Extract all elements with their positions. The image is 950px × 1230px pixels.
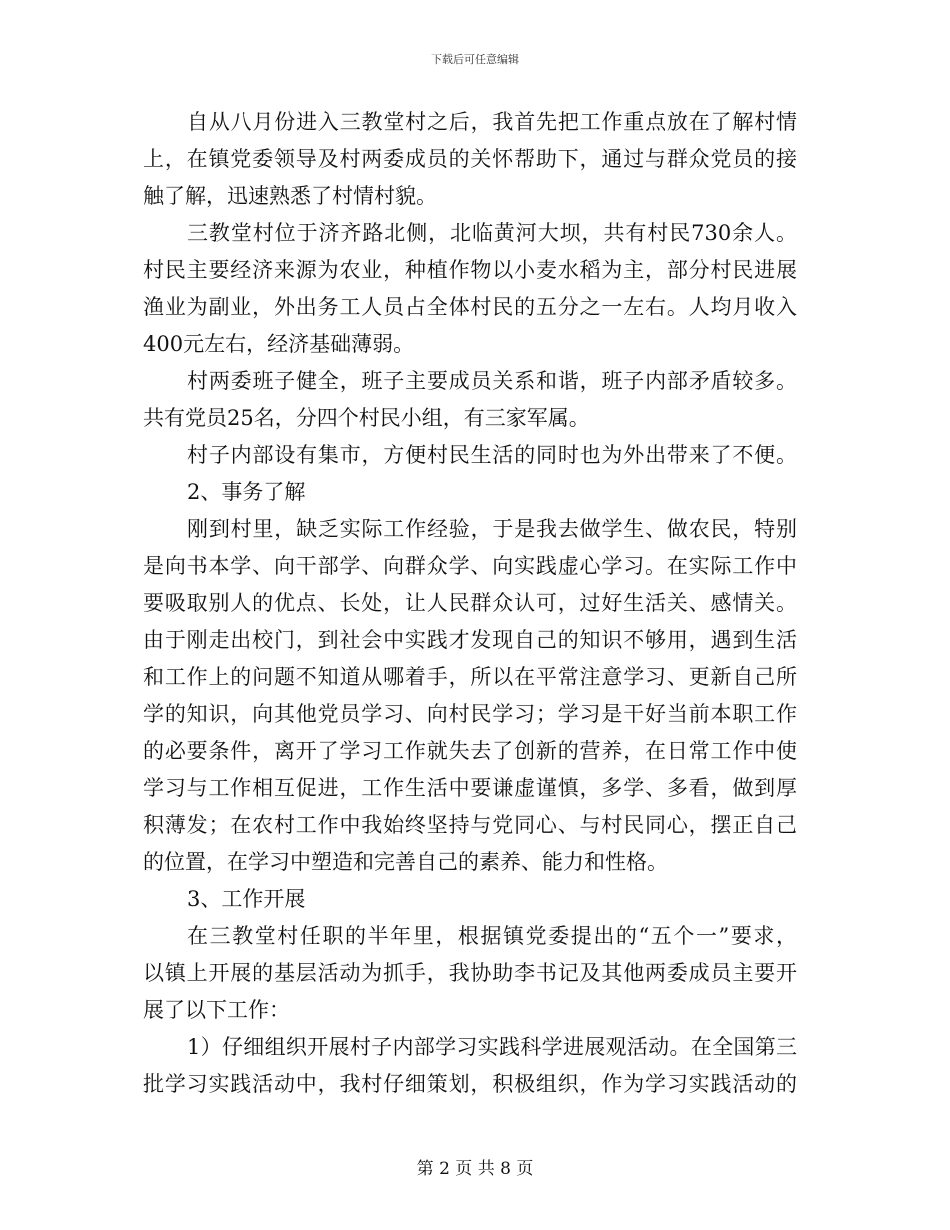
text-line: 是向书本学、向干部学、向群众学、向实践虚心学习。在实际工作中 [143, 554, 797, 578]
text-line: 的位置，在学习中塑造和完善自己的素养、能力和性格。 [143, 850, 668, 874]
text-line: 学的知识，向其他党员学习、向村民学习；学习是干好当前本职工作 [143, 702, 797, 726]
document-body [143, 104, 797, 1103]
text-line: 渔业为副业，外出务工人员占全体村民的五分之一左右。人均月收入 [143, 295, 797, 319]
text-line: 以镇上开展的基层活动为抓手，我协助李书记及其他两委成员主要开 [143, 961, 797, 985]
text-line: 三教堂村位于济齐路北侧，北临黄河大坝，共有村民730余人。 [187, 221, 797, 245]
text-line: 共有党员25名，分四个村民小组，有三家军属。 [143, 406, 590, 430]
text-line: 刚到村里，缺乏实际工作经验，于是我去做学生、做农民，特别 [187, 517, 797, 541]
text-line: 和工作上的问题不知道从哪着手，所以在平常注意学习、更新自己所 [143, 665, 797, 689]
text-line: 积薄发；在农村工作中我始终坚持与党同心、与村民同心，摆正自己 [143, 813, 797, 837]
text-line: 在三教堂村任职的半年里，根据镇党委提出的“五个一”要求， [187, 924, 797, 948]
section-heading: 2、事务了解 [187, 480, 306, 504]
text-line: 自从八月份进入三教堂村之后，我首先把工作重点放在了解村情 [187, 110, 797, 134]
page-header-note: 下载后可任意编辑 [431, 53, 519, 66]
text-line: 400元左右，经济基础薄弱。 [143, 332, 415, 356]
text-line: 上，在镇党委领导及村两委成员的关怀帮助下，通过与群众党员的接 [143, 147, 797, 171]
page-number: 第 2 页 共 8 页 [416, 1159, 534, 1179]
text-line: 学习与工作相互促进，工作生活中要谦虚谨慎，多学、多看，做到厚 [143, 776, 797, 800]
text-line: 1）仔细组织开展村子内部学习实践科学进展观活动。在全国第三 [187, 1035, 797, 1059]
text-line: 由于刚走出校门，到社会中实践才发现自己的知识不够用，遇到生活 [143, 628, 797, 652]
text-line: 要吸取别人的优点、长处，让人民群众认可，过好生活关、感情关。 [143, 591, 797, 615]
text-line: 村子内部设有集市，方便村民生活的同时也为外出带来了不便。 [187, 443, 797, 467]
text-line: 村民主要经济来源为农业，种植作物以小麦水稻为主，部分村民进展 [143, 258, 797, 282]
section-heading: 3、工作开展 [187, 887, 306, 911]
text-line: 村两委班子健全，班子主要成员关系和谐，班子内部矛盾较多。 [187, 369, 797, 393]
text-line: 批学习实践活动中，我村仔细策划，积极组织，作为学习实践活动的 [143, 1072, 797, 1096]
text-line: 展了以下工作： [143, 998, 290, 1022]
text-line: 的必要条件，离开了学习工作就失去了创新的营养，在日常工作中使 [143, 739, 797, 763]
text-line: 触了解，迅速熟悉了村情村貌。 [143, 184, 437, 208]
